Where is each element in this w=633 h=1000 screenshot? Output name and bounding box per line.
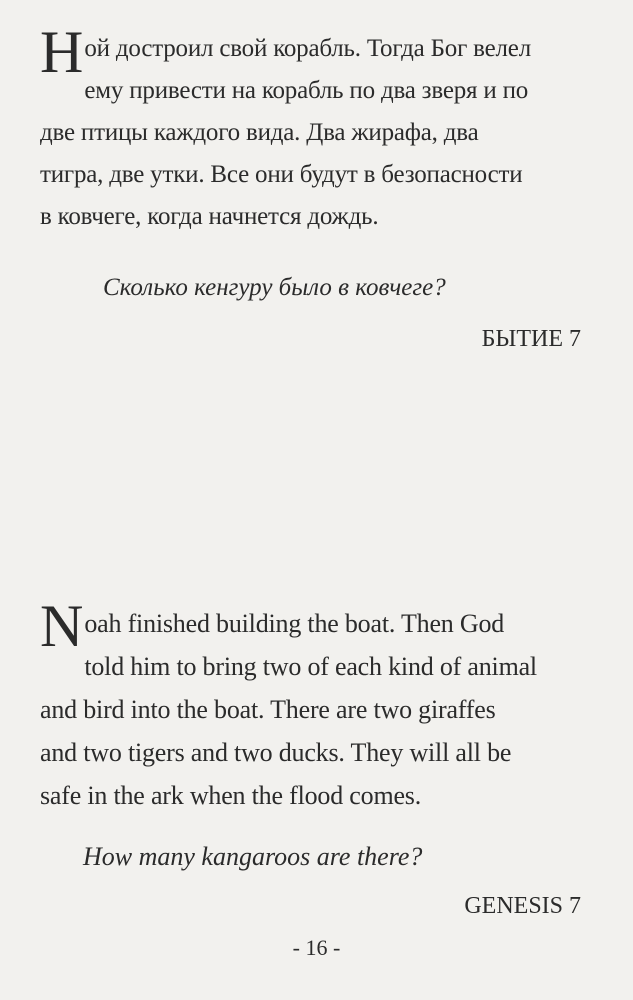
russian-drop-cap: Н: [40, 19, 84, 85]
russian-line: две птицы каждого вида. Два жирафа, два: [40, 119, 479, 146]
russian-line: ой достроил свой корабль. Тогда Бог велел: [84, 35, 531, 62]
english-line: oah finished building the boat. Then God: [84, 609, 505, 638]
russian-line: ему привести на корабль по два зверя и по: [84, 77, 529, 104]
english-line: safe in the ark when the flood comes.: [40, 781, 422, 810]
english-line: told him to bring two of each kind of animal: [84, 652, 537, 681]
russian-question: Сколько кенгуру было в ковчеге?: [103, 274, 446, 301]
english-question: How many kangaroos are there?: [83, 842, 423, 871]
english-drop-cap: N: [40, 593, 84, 659]
russian-paragraph: [40, 19, 600, 238]
page-number: - 16 -: [292, 935, 341, 960]
english-line: and bird into the boat. There are two giraffes: [40, 695, 496, 724]
russian-line: в ковчеге, когда начнется дождь.: [40, 203, 379, 230]
english-line: and two tigers and two ducks. They will all be: [40, 738, 512, 767]
english-scripture-reference: GENESIS 7: [464, 893, 581, 919]
english-paragraph: [40, 593, 600, 817]
russian-scripture-reference: БЫТИЕ 7: [481, 326, 581, 352]
russian-line: тигра, две утки. Все они будут в безопасности: [40, 161, 523, 188]
